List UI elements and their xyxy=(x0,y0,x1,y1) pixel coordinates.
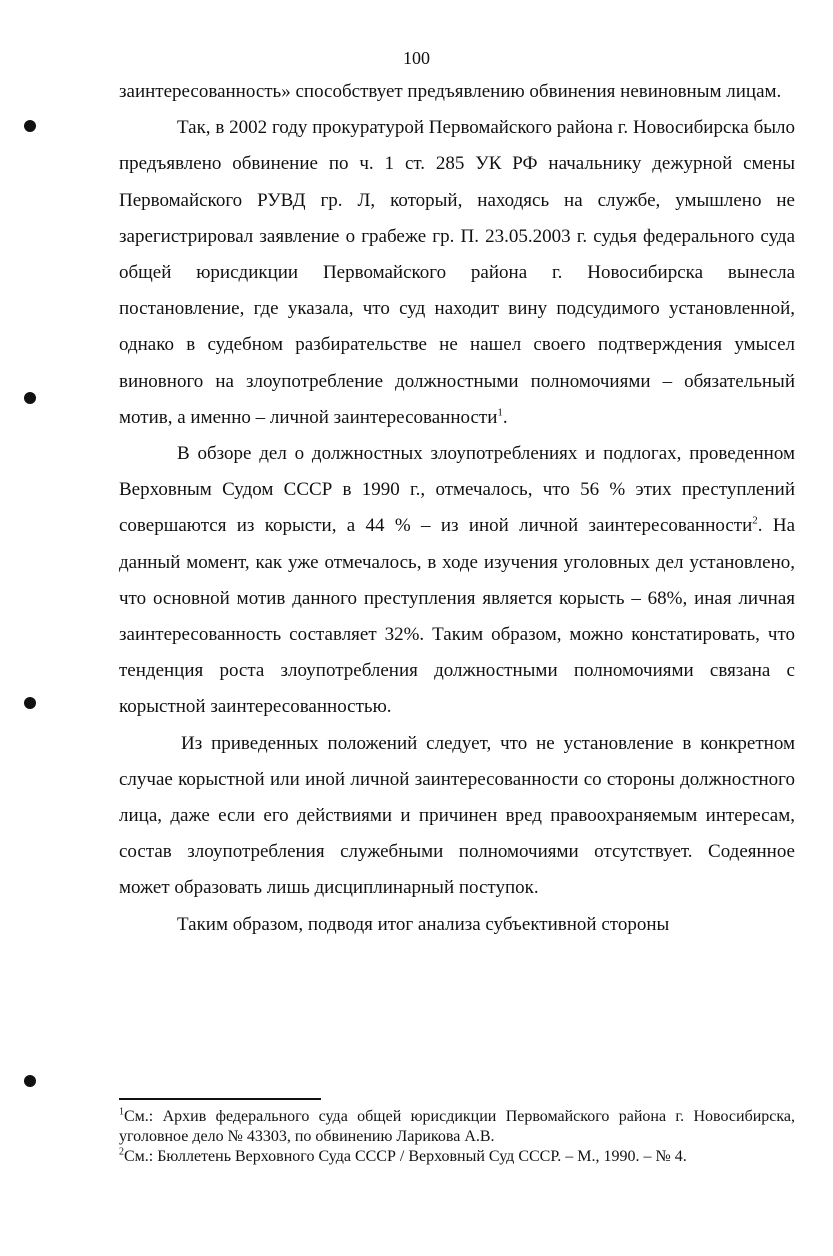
footnote-ref: 1 xyxy=(497,406,503,419)
footnote: $^2$См.: Бюллетень Верховного Суда СССР / Верховный Суд СССР. – М., 1990. – № 4. xyxy=(119,1146,687,1165)
paragraph: заинтересованность» способствует предъявлению обвинения невиновным лицам. xyxy=(119,81,782,102)
footnote-mark: 1 xyxy=(119,1106,124,1118)
punch-hole-mark xyxy=(24,1075,36,1087)
footnote-divider xyxy=(119,1098,321,1100)
punch-hole-mark xyxy=(24,120,36,132)
footnote: $^1$См.: Архив федерального суда общей юрисдикции Первомайского района г. Новосибирска, уголовное дело № 43303, по обвинению Ларикова А.В. xyxy=(119,1106,795,1145)
body-text xyxy=(119,74,795,943)
paragraph: В обзоре дел о должностных злоупотреблениях и подлогах, проведенном Верховным Судом СССР в 1990 г., отмечалось, что 56 % этих преступлений совершаются из корысти, а 44 % – из иной личной заинтересованности$^2$. На данный момент, как уже отмечалось, в ходе изучения уголовных дел установлено, что основной мотив данного преступления является корысть – 68%, иная личная заинтересованность составляет 32%. Таким образом, можно констатировать, что тенденция роста злоупотребления должностными полномочиями связана с корыстной заинтересованностью. xyxy=(119,443,795,718)
punch-hole-mark xyxy=(24,697,36,709)
paragraph: Так, в 2002 году прокуратурой Первомайского района г. Новосибирска было предъявлено обвинение по ч. 1 ст. 285 УК РФ начальнику дежурной смены Первомайского РУВД гр. Л, который, находясь на службе, умышлено не зарегистрировал заявление о грабеже гр. П. 23.05.2003 г. судья федерального суда общей юрисдикции Первомайского района г. Новосибирска вынесла постановление, где указала, что суд находит вину подсудимого установленной, однако в судебном разбирательстве не нашел своего подтверждения умысел виновного на злоупотребление должностными полномочиями – обязательный мотив, а именно – личной заинтересованности$^1$. xyxy=(119,117,795,428)
paragraph: Таким образом, подводя итог анализа субъективной стороны xyxy=(177,913,670,935)
footnotes xyxy=(119,1107,795,1167)
punch-hole-mark xyxy=(24,392,36,404)
footnote-mark: 2 xyxy=(119,1146,124,1158)
footnote-ref: 2 xyxy=(752,515,758,528)
paragraph: Из приведенных положений следует, что не установление в конкретном случае корыстной или иной личной заинтересованности со стороны должностного лица, даже если его действиями и причинен вред правоохраняемым интересам, состав злоупотребления служебными полномочиями отсутствует. Содеянное может образовать лишь дисциплинарный поступок. xyxy=(119,732,795,899)
page-number: 100 xyxy=(403,48,430,68)
